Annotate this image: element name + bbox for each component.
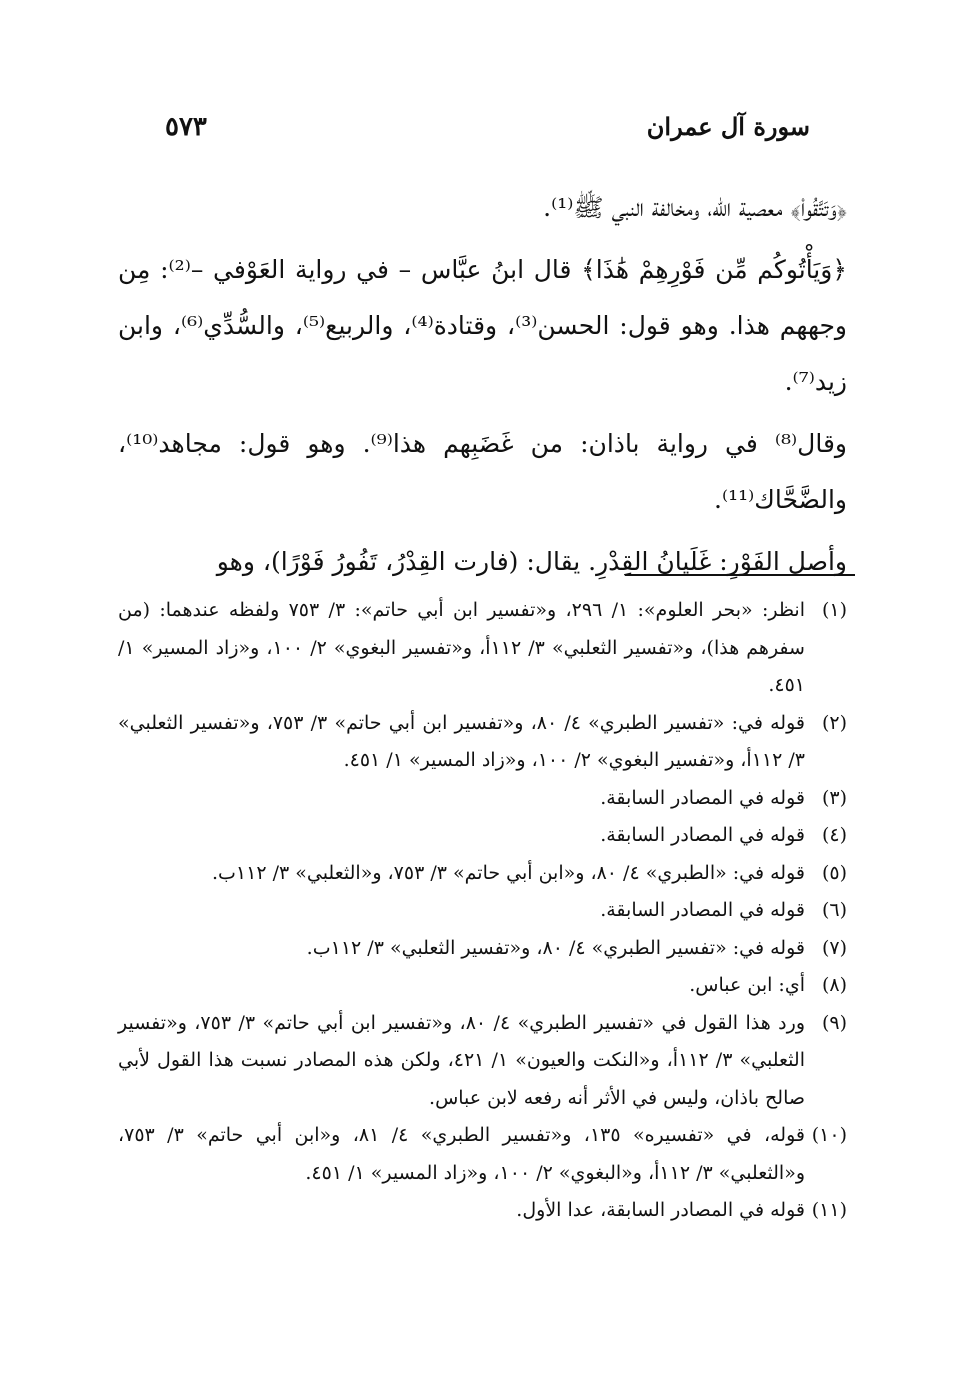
footnotes	[118, 592, 847, 1230]
footnote-number: (٧)	[821, 936, 847, 959]
footnote-number: (٣)	[821, 786, 847, 809]
main-text	[118, 180, 847, 596]
footnote	[118, 817, 847, 855]
footnote	[118, 1192, 847, 1230]
paragraph: وأصل الفَوْرِ: غَلَيانُ القِدْرِ. يقال: (فارت القِدْرُ، تَفُورُ فَوْرًا)، وهو	[216, 547, 847, 576]
footnote-text: قوله في المصادر السابقة.	[600, 899, 805, 921]
footnote-number: (١٠)	[811, 1124, 847, 1146]
footnote-number: (٤)	[821, 824, 847, 846]
footnote-text: ورد هذا القول في «تفسير الطبري» ٤/ ٨٠، و«تفسير ابن أبي حاتم» ٣/ ٧٥٣، و«تفسير الثعلبي» ٣/ ١١٢أ، و«النكت والعيون» ١/ ٤٢١، ولكن هذه المصادر نسبت هذا القول لأبي صالح باذان، وليس في الأثر أنه رفعه لابن عباس.	[118, 1011, 805, 1109]
footnote	[118, 1005, 847, 1118]
footnote	[118, 705, 847, 780]
footnote	[118, 592, 847, 705]
footnote-text: قوله في: «الطبري» ٤/ ٨٠، و«ابن أبي حاتم» ٣/ ٧٥٣، و«الثعلبي» ٣/ ١١٢ب.	[211, 861, 805, 884]
footnote-text: قوله في المصادر السابقة.	[600, 786, 805, 809]
footnote-text: قوله في المصادر السابقة، عدا الأول.	[516, 1199, 805, 1221]
page-number: ٥٧٣	[165, 112, 207, 142]
page-header	[165, 112, 810, 152]
footnote-text: قوله في: «تفسير الطبري» ٤/ ٨٠، و«تفسير الثعلبي» ٣/ ١١٢ب.	[306, 936, 805, 959]
footnote	[118, 892, 847, 930]
footnote-text: قوله في المصادر السابقة.	[600, 824, 805, 846]
footnote	[118, 967, 847, 1005]
footnote	[118, 855, 847, 893]
paragraph: ﴿وَيَأْتُوكُم مِّن فَوْرِهِمْ هَٰذَا﴾ قال ابنُ عبَّاس – في رواية العَوْفي –⁽²⁾: مِن وجههم هذا. وهو قول: الحسن⁽³⁾، وقتادة⁽⁴⁾، والربيع⁽⁵⁾، والسُّدِّي⁽⁶⁾، وابن زيد⁽⁷⁾.	[118, 255, 847, 396]
footnote-number: (٥)	[821, 861, 847, 884]
footnote-number: (٨)	[821, 974, 847, 996]
footnote-separator	[625, 574, 855, 576]
footnote	[118, 1117, 847, 1192]
footnote-text: قوله في: «تفسير الطبري» ٤/ ٨٠، و«تفسير ابن أبي حاتم» ٣/ ٧٥٣، و«تفسير الثعلبي» ٣/ ١١٢أ، و«تفسير البغوي» ٢/ ١٠٠، و«زاد المسير» ١/ ٤٥١.	[118, 711, 805, 771]
footnote-number: (٢)	[821, 711, 847, 734]
surah-title: سورة آل عمران	[646, 112, 810, 141]
footnote	[118, 930, 847, 968]
footnote-text: أي: ابن عباس.	[689, 974, 805, 996]
paragraph: وقال⁽⁸⁾ في رواية باذان: من غَضَبِهم هذا⁽⁹⁾. وهو قول: مجاهد⁽¹⁰⁾، والضَّحَّاك⁽¹¹⁾.	[118, 429, 847, 514]
paragraph: ﴿وَتَتَّقُواْ﴾ معصية الله، ومخالفة النبي ﷺ⁽¹⁾.	[543, 193, 847, 222]
footnote	[118, 780, 847, 818]
footnote-number: (١)	[821, 599, 847, 621]
footnote-number: (٩)	[821, 1011, 847, 1034]
footnote-text: انظر: «بحر العلوم»: ١/ ٢٩٦، و«تفسير ابن أبي حاتم»: ٣/ ٧٥٣ ولفظه عندهما: (من سفرهم هذا)، و«تفسير الثعلبي» ٣/ ١١٢أ، و«تفسير البغوي» ٢/ ١٠٠، و«زاد المسير» ١/ ٤٥١.	[118, 599, 805, 696]
footnote-number: (٦)	[821, 899, 847, 921]
footnote-text: قوله، في «تفسيره» ١٣٥، و«تفسير الطبري» ٤/ ٨١، و«ابن أبي حاتم» ٣/ ٧٥٣، و«الثعلبي» ٣/ ١١٢أ، و«البغوي» ٢/ ١٠٠، و«زاد المسير» ١/ ٤٥١.	[118, 1124, 805, 1184]
footnote-number: (١١)	[811, 1199, 847, 1221]
